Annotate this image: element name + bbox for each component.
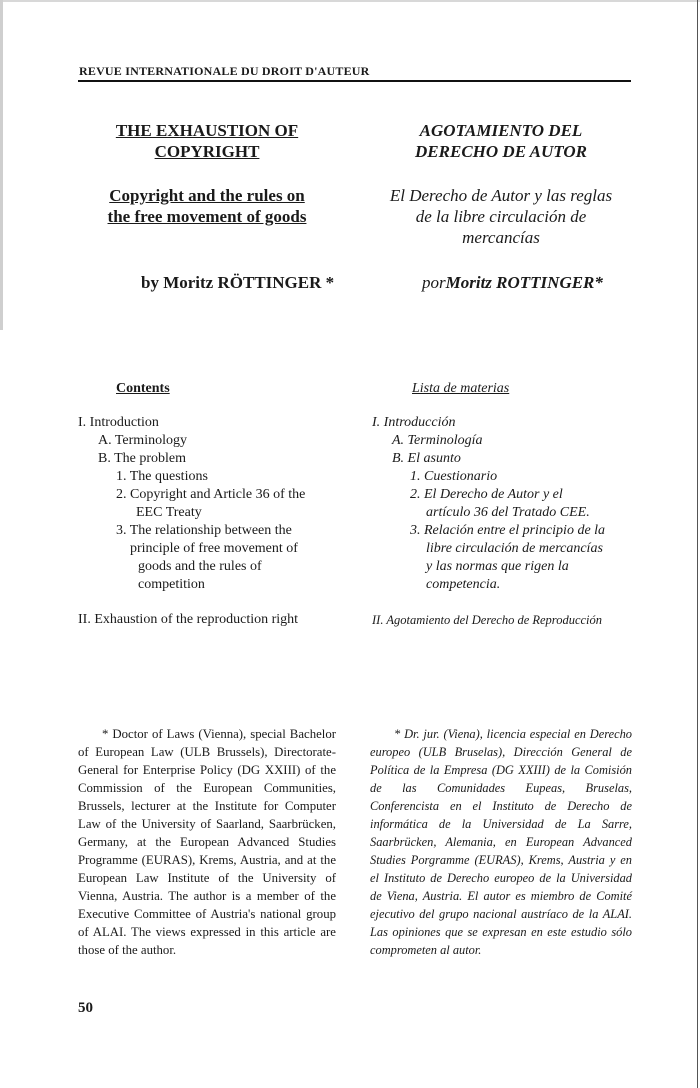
- spanish-byline-name: Moritz ROTTINGER*: [445, 273, 603, 292]
- english-toc-item: goods and the rules of: [138, 559, 262, 574]
- english-toc-item: principle of free movement of: [130, 541, 298, 556]
- spanish-toc-item: artículo 36 del Tratado CEE.: [426, 505, 590, 520]
- spanish-footnote: * Dr. jur. (Viena), licencia especial en Derecho europeo (ULB Bruselas), Dirección General de Política de la Empresa (DG XXIII) de la Comisión de las Comunidades Eupeas, Bruselas, Conferencista en el Instituto de Derecho de informática de la Universidad de La Sarre, Saarbrücken, Alemania, en European Advanced Studies Porgramme (EURAS), Krems, Austria y en el Instituto de Derecho europeo de la Universidad de Viena, Austria. El autor es miembro de Comité ejecutivo del grupo nacional austríaco de la ALAI. Las opiniones que se expresan en este estudio sólo comprometen al autor.: [370, 727, 632, 957]
- spanish-toc-item: libre circulación de mercancías: [426, 541, 603, 556]
- page-edge-top: [0, 0, 700, 2]
- page-edge-right: [697, 0, 698, 1088]
- spanish-toc-item: A. Terminología: [392, 433, 483, 448]
- spanish-subtitle-line3: mercancías: [462, 228, 540, 247]
- running-header: REVUE INTERNATIONALE DU DROIT D'AUTEUR: [79, 64, 370, 78]
- spanish-title-line1: AGOTAMIENTO DEL: [419, 121, 583, 140]
- spanish-toc-item: 2. El Derecho de Autor y el: [410, 487, 563, 502]
- page-number: 50: [78, 1000, 93, 1016]
- page-edge-left: [0, 0, 3, 330]
- english-title-line2: COPYRIGHT: [154, 142, 260, 161]
- english-subtitle: [78, 185, 336, 227]
- english-toc-item: competition: [138, 577, 205, 592]
- spanish-toc-item: I. Introducción: [372, 415, 456, 430]
- english-toc-item: 2. Copyright and Article 36 of the: [116, 487, 306, 502]
- spanish-toc-item: 1. Cuestionario: [410, 469, 498, 484]
- spanish-contents-heading: Lista de materias: [412, 381, 510, 396]
- spanish-subtitle-line1: El Derecho de Autor y las reglas: [389, 186, 613, 205]
- english-title-line1: THE EXHAUSTION OF: [115, 121, 299, 140]
- spanish-title: [370, 120, 632, 162]
- english-footnote: * Doctor of Laws (Vienna), special Bachelor of European Law (ULB Brussels), Directorate-General for Enterprise Policy (DG XXIII) of the Commission of the European Communities, Brussels, lecturer at the Institute for Computer Law of the University of Saarland, Saarbrücken, Germany, at the European Advanced Studies Programme (EURAS), Krems, Austria, and at the European Law Institute of the University of Vienna, Austria. The author is a member of the Executive Committee of Austria's national group of ALAI. The views expressed in this article are those of the author.: [78, 727, 336, 957]
- english-toc-item: A. Terminology: [98, 433, 187, 448]
- spanish-toc-item: y las normas que rigen la: [426, 559, 569, 574]
- spanish-subtitle: [370, 185, 632, 248]
- spanish-title-line2: DERECHO DE AUTOR: [415, 142, 587, 161]
- english-toc-item: 3. The relationship between the: [116, 523, 292, 538]
- english-toc-item: 1. The questions: [116, 469, 208, 484]
- spanish-byline: [422, 272, 603, 293]
- english-byline: by Moritz RÖTTINGER *: [141, 273, 335, 292]
- english-toc-item: B. The problem: [98, 451, 187, 466]
- english-subtitle-line2: the free movement of goods: [107, 207, 307, 226]
- spanish-toc-item: B. El asunto: [392, 451, 461, 466]
- spanish-toc-item: II. Agotamiento del Derecho de Reproducción: [372, 613, 603, 627]
- spanish-byline-por: por: [422, 273, 446, 292]
- header-rule: [78, 80, 631, 82]
- english-toc-item: II. Exhaustion of the reproduction right: [78, 612, 299, 627]
- spanish-toc-item: 3. Relación entre el principio de la: [410, 523, 606, 538]
- spanish-subtitle-line2: de la libre circulación de: [415, 207, 587, 226]
- english-title: [78, 120, 336, 162]
- english-toc-item: I. Introduction: [78, 415, 159, 430]
- english-toc-item: EEC Treaty: [136, 505, 202, 520]
- english-contents-heading: Contents: [116, 381, 170, 396]
- english-subtitle-line1: Copyright and the rules on: [109, 186, 305, 205]
- spanish-toc-item: competencia.: [426, 577, 501, 592]
